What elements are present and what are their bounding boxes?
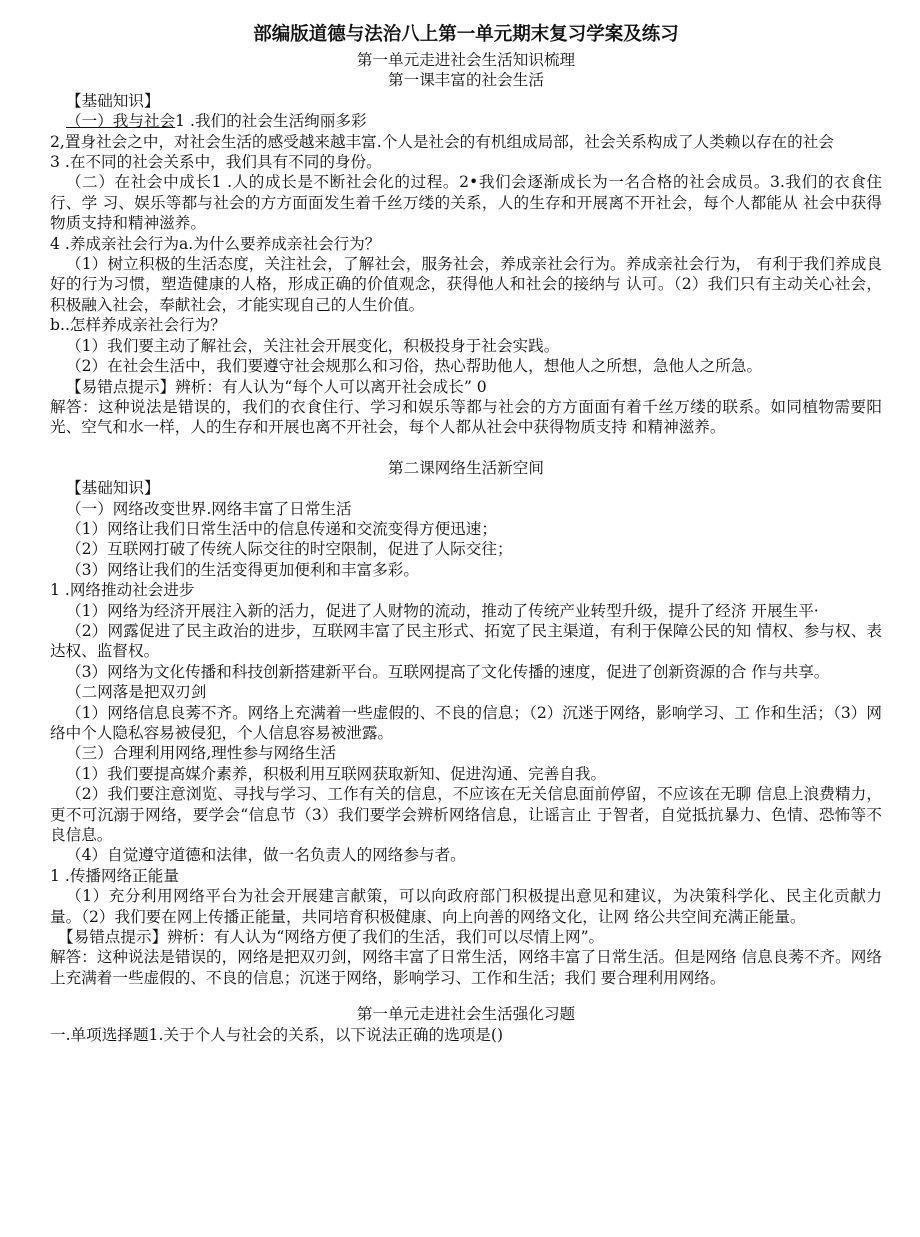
lesson2-para: （2）我们要注意浏览、寻找与学习、工作有关的信息，不应该在无关信息面前停留，不应该在无聊 信息上浪费精力，更不可沉溺于网络，要学会“信息节（3）我们要学会辨析网络信息，让谣言止 于智者，自觉抵抗暴力、色情、恐怖等不良信息。 bbox=[50, 785, 882, 845]
lesson1-answer: 解答：这种说法是错误的，我们的衣食住行、学习和娱乐等都与社会的方方面面有着千丝万缕的联系。如同植物需要阳光、空气和水一样，人的生存和开展也离不开社会，每个人都从社会中获得物质支持 和精神滋养。 bbox=[50, 397, 882, 437]
lesson2-para: （三）合理利用网络,理性参与网络生活 bbox=[66, 744, 337, 763]
lesson2-para: （2）网露促进了民主政治的进步，互联网丰富了民主形式、拓宽了民主渠道，有利于保障公民的知 情权、参与权、表达权、监督权。 bbox=[50, 621, 882, 661]
lesson2-title: 第二课网络生活新空间 bbox=[388, 458, 544, 477]
lesson1-para: （1）树立积极的生活态度，关注社会，了解社会，服务社会，养成亲社会行为。养成亲社会行为， 有利于我们养成良好的行为习惯，塑造健康的人格，形成正确的价值观念，获得他人和社会的接纳与 认可。（2）我们只有主动关心社会，积极融入社会，奉献社会，才能实现自己的人生价值。 bbox=[50, 255, 882, 314]
exercise-question-1: 一.单项选择题1.关于个人与社会的关系，以下说法正确的选项是() bbox=[50, 1025, 504, 1044]
lesson1-para: （1）我们要主动了解社会，关注社会开展变化，积极投身于社会实践。 bbox=[66, 336, 560, 355]
lesson2-tip: 【易错点提示】辨析：有人认为“网络方便了我们的生活，我们可以尽情上网”。 bbox=[58, 928, 605, 947]
lesson2-para: （1）网络让我们日常生活中的信息传递和交流变得方便迅速； bbox=[66, 519, 497, 538]
lesson2-basic-label: 【基础知识】 bbox=[66, 479, 160, 498]
lesson1-para: b..怎样养成亲社会行为？ bbox=[50, 316, 226, 335]
lesson2-para: （1）网络为经济开展注入新的活力，促进了人财物的流动，推动了传统产业转型升级，提升了经济 开展生平· bbox=[66, 601, 819, 620]
lesson1-title: 第一课丰富的社会生活 bbox=[388, 71, 544, 90]
lesson2-para: （二网落是把双刃剑 bbox=[66, 683, 207, 702]
lesson2-para: 1 .网络推动社会进步 bbox=[50, 581, 195, 600]
lesson1-section1 bbox=[50, 111, 882, 131]
lesson1-basic-label: 【基础知识】 bbox=[66, 91, 160, 110]
lesson1-tip: 【易错点提示】辨析：有人认为“每个人可以离开社会成长” 0 bbox=[66, 377, 487, 396]
unit-subtitle: 第一单元走进社会生活知识梳理 bbox=[356, 51, 576, 69]
lesson2-para: （1）网络信息良莠不齐。网络上充满着一些虚假的、不良的信息；（2）沉迷于网络，影响学习、工 作和生活；（3）网络中个人隐私容易被侵犯，个人信息容易被泄露。 bbox=[50, 703, 882, 742]
exercise-title: 第一单元走进社会生活强化习题 bbox=[356, 1005, 576, 1024]
spacer bbox=[50, 988, 882, 1004]
lesson1-para: （二）在社会中成长1 .人的成长是不断社会化的过程。2•我们会逐渐成长为一名合格的社会成员。3.我们的衣食住行、学 习、娱乐等都与社会的方方面面发生着千丝万缕的关系，人的生存和开展离不开社会，每个人都能从 社会中获得物质支持和精神滋养。 bbox=[50, 173, 882, 233]
lesson2-para: （4）自觉遵守道德和法律，做一名负责人的网络参与者。 bbox=[66, 846, 466, 865]
document bbox=[50, 22, 882, 1045]
lesson2-para: （一）网络改变世界.网络丰富了日常生活 bbox=[66, 499, 352, 518]
section1-underlined: （一）我与社会 bbox=[66, 112, 176, 131]
spacer bbox=[50, 438, 882, 458]
lesson1-para: （2）在社会生活中，我们要遵守社会规那么和习俗，热心帮助他人，想他人之所想，急他人之所急。 bbox=[66, 357, 763, 376]
lesson2-para: （1）充分利用网络平台为社会开展建言献策，可以向政府部门积极提出意见和建议，为决策科学化、民主化贡献力量。（2）我们要在网上传播正能量，共同培育积极健康、向上向善的网络文化，让网 络公共空间充满正能量。 bbox=[50, 887, 882, 926]
lesson2-para: 1 .传播网络正能量 bbox=[50, 866, 179, 885]
lesson2-para: （2）互联网打破了传统人际交往的时空限制，促进了人际交往； bbox=[66, 540, 513, 559]
section1-rest: 1 .我们的社会生活绚丽多彩 bbox=[175, 112, 367, 131]
lesson2-para: （1）我们要提高媒介素养，积极利用互联网获取新知、促进沟通、完善自我。 bbox=[66, 764, 607, 783]
lesson2-para: （3）网络为文化传播和科技创新搭建新平台。互联网提高了文化传播的速度，促进了创新资源的合 作与共享。 bbox=[66, 662, 830, 681]
document-title: 部编版道德与法治八上第一单元期末复习学案及练习 bbox=[253, 24, 679, 45]
lesson1-para: 2,置身社会之中，对社会生活的感受越来越丰富.个人是社会的有机组成局部，社会关系构成了人类赖以存在的社会 bbox=[50, 132, 834, 151]
lesson1-para: 3 .在不同的社会关系中，我们具有不同的身份。 bbox=[50, 153, 382, 172]
lesson2-answer: 解答：这种说法是错误的，网络是把双刃剑，网络丰富了日常生活，网络丰富了日常生活。但是网络 信息良莠不齐。网络上充满着一些虚假的、不良的信息；沉迷于网络，影响学习、工作和生活；我们 要合理利用网络。 bbox=[50, 948, 882, 987]
lesson2-para: （3）网络让我们的生活变得更加便利和丰富多彩。 bbox=[66, 560, 419, 579]
lesson1-para: 4 .养成亲社会行为a.为什么要养成亲社会行为？ bbox=[50, 234, 381, 253]
